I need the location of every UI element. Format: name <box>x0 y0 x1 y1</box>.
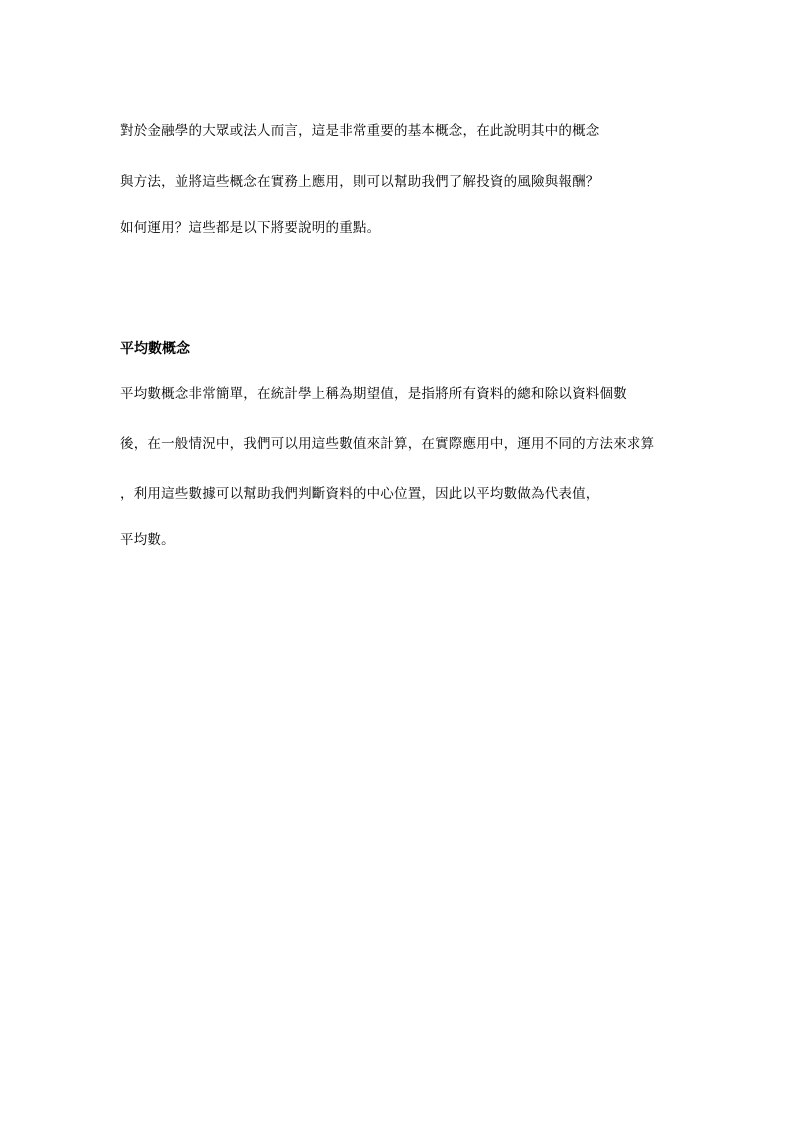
paragraph-2-line-3: ，利用這些數據可以幫助我們判斷資料的中心位置，因此以平均數做為代表值， <box>120 486 600 502</box>
paragraph-1-line-1: 對於金融學的大眾或法人而言，這是非常重要的基本概念，在此說明其中的概念 <box>120 123 600 139</box>
paragraph-2-line-2: 後，在一般情況中，我們可以用這些數值來計算，在實際應用中，運用不同的方法來求算 <box>120 436 655 452</box>
paragraph-1-line-3: 如何運用？這些都是以下將要說明的重點。 <box>120 220 381 236</box>
section-heading: 平均數概念 <box>120 341 190 357</box>
paragraph-2-line-4: 平均數。 <box>120 532 175 548</box>
paragraph-2-line-1: 平均數概念非常簡單，在統計學上稱為期望值，是指將所有資料的總和除以資料個數 <box>120 386 627 402</box>
paragraph-1-line-2: 與方法，並將這些概念在實務上應用，則可以幫助我們了解投資的風險與報酬？ <box>120 174 600 190</box>
